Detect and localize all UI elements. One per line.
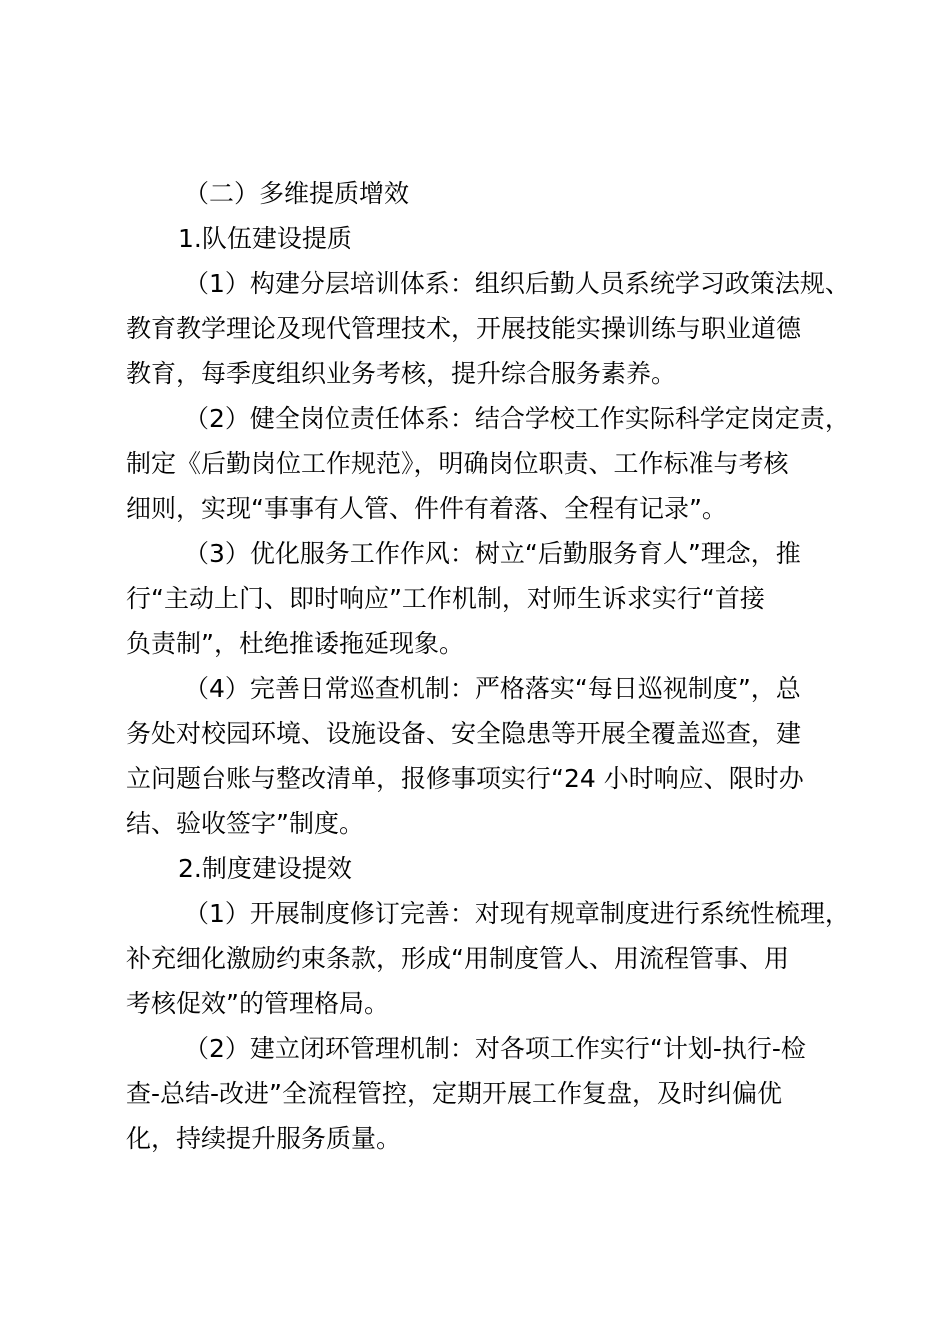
paragraph-line: 细则，实现“事事有人管、件件有着落、全程有记录”。: [126, 494, 727, 523]
subsection-heading-system: 2.制度建设提效: [178, 854, 352, 883]
section-heading: （二）多维提质增效: [184, 179, 410, 208]
paragraph-line: （2）健全岗位责任体系：结合学校工作实际科学定岗定责，: [184, 404, 850, 433]
paragraph-line: 查-总结-改进”全流程管控，定期开展工作复盘，及时纠偏优: [126, 1079, 782, 1108]
paragraph-line: （2）建立闭环管理机制：对各项工作实行“计划-执行-检: [184, 1034, 806, 1063]
subsection-heading-team: 1.队伍建设提质: [178, 224, 352, 253]
paragraph-line: 立问题台账与整改清单，报修事项实行“24 小时响应、限时办: [126, 764, 804, 793]
paragraph-line: （1）构建分层培训体系：组织后勤人员系统学习政策法规、: [184, 269, 850, 298]
paragraph-line: （4）完善日常巡查机制：严格落实“每日巡视制度”，总: [184, 674, 801, 703]
paragraph-line: 化，持续提升服务质量。: [126, 1124, 402, 1153]
paragraph-line: 制定《后勤岗位工作规范》，明确岗位职责、工作标准与考核: [126, 449, 789, 478]
paragraph-line: （1）开展制度修订完善：对现有规章制度进行系统性梳理，: [184, 899, 850, 928]
paragraph-line: （3）优化服务工作作风：树立“后勤服务育人”理念，推: [184, 539, 801, 568]
paragraph-line: 教育，每季度组织业务考核，提升综合服务素养。: [126, 359, 677, 388]
paragraph-line: 负责制”，杜绝推诿拖延现象。: [126, 629, 464, 658]
paragraph-line: 考核促效”的管理格局。: [126, 989, 389, 1018]
paragraph-line: 补充细化激励约束条款，形成“用制度管人、用流程管事、用: [126, 944, 789, 973]
paragraph-line: 务处对校园环境、设施设备、安全隐患等开展全覆盖巡查，建: [126, 719, 802, 748]
paragraph-line: 教育教学理论及现代管理技术，开展技能实操训练与职业道德: [126, 314, 802, 343]
paragraph-line: 结、验收签字”制度。: [126, 809, 364, 838]
paragraph-line: 行“主动上门、即时响应”工作机制，对师生诉求实行“首接: [126, 584, 765, 613]
